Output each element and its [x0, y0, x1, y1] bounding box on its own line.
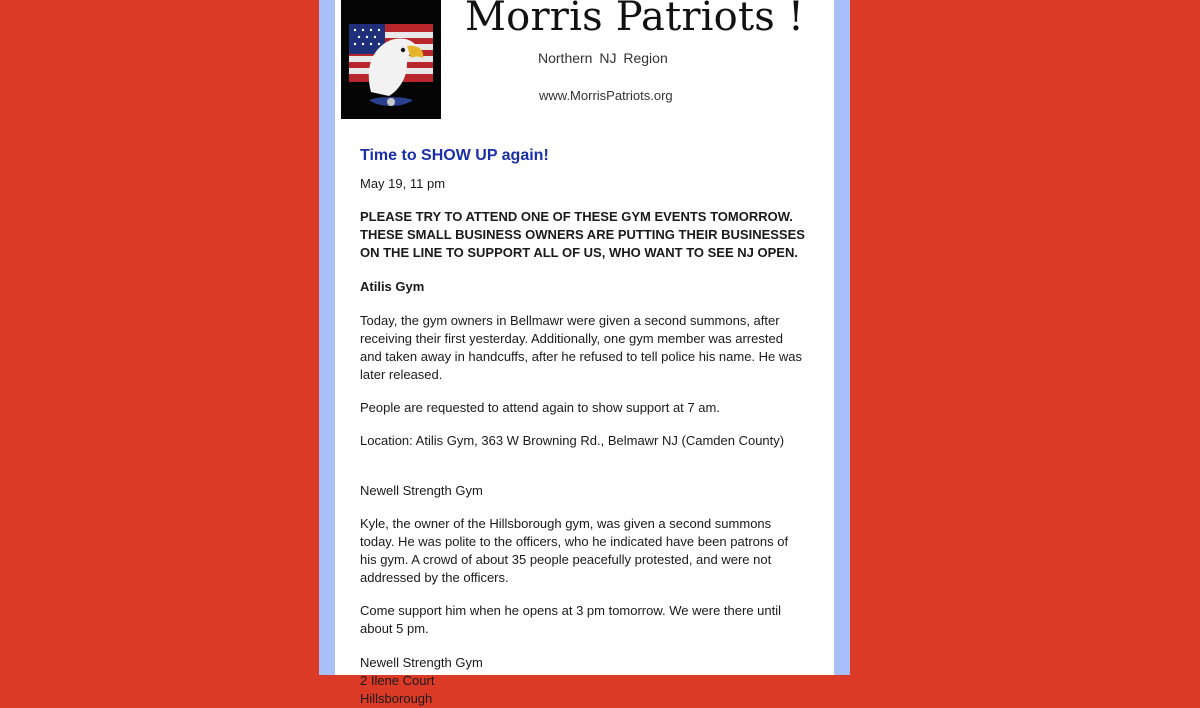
gym2-name: Newell Strength Gym	[360, 483, 483, 498]
gym1-report: Today, the gym owners in Bellmawr were given a second summons, after receiving their first yesterday. Additionally, one gym member was arrested and taken away in handcuffs, after he refused to tell police his name. He was later released.	[360, 313, 803, 382]
site-title: Morris Patriots !	[465, 0, 805, 40]
gym1-request: People are requested to attend again to show support at 7 am.	[360, 400, 720, 415]
website-link[interactable]: www.MorrisPatriots.org	[539, 88, 673, 103]
gym2-report: Kyle, the owner of the Hillsborough gym, was given a second summons today. He was polite to the officers, who he indicated have been patrons of his gym. A crowd of about 35 people peacefully protested, and were not addressed by the officers.	[360, 516, 789, 585]
intro-paragraph: PLEASE TRY TO ATTEND ONE OF THESE GYM EVENTS TOMORROW. THESE SMALL BUSINESS OWNERS ARE PUTTING THEIR BUSINESSES ON THE LINE TO SUPPORT ALL OF US, WHO WANT TO SEE NJ OPEN.	[360, 209, 805, 260]
gym1-location: Location: Atilis Gym, 363 W Browning Rd., Belmawr NJ (Camden County)	[360, 433, 785, 448]
post-body	[360, 146, 805, 708]
gym2-request: Come support him when he opens at 3 pm tomorrow. We were there until about 5 pm.	[360, 603, 782, 636]
post-headline: Time to SHOW UP again!	[360, 147, 549, 164]
newsletter-page	[335, 0, 834, 706]
gym2-address-line: 2 Ilene Court	[360, 673, 435, 688]
post-date: May 19, 11 pm	[360, 176, 446, 191]
gym2-address-line: Newell Strength Gym	[360, 655, 483, 670]
region-label: Northern NJ Region	[538, 50, 668, 66]
eagle-flag-icon	[341, 0, 441, 119]
gym2-address-line: Hillsborough	[360, 691, 433, 706]
gym1-name: Atilis Gym	[360, 279, 425, 294]
